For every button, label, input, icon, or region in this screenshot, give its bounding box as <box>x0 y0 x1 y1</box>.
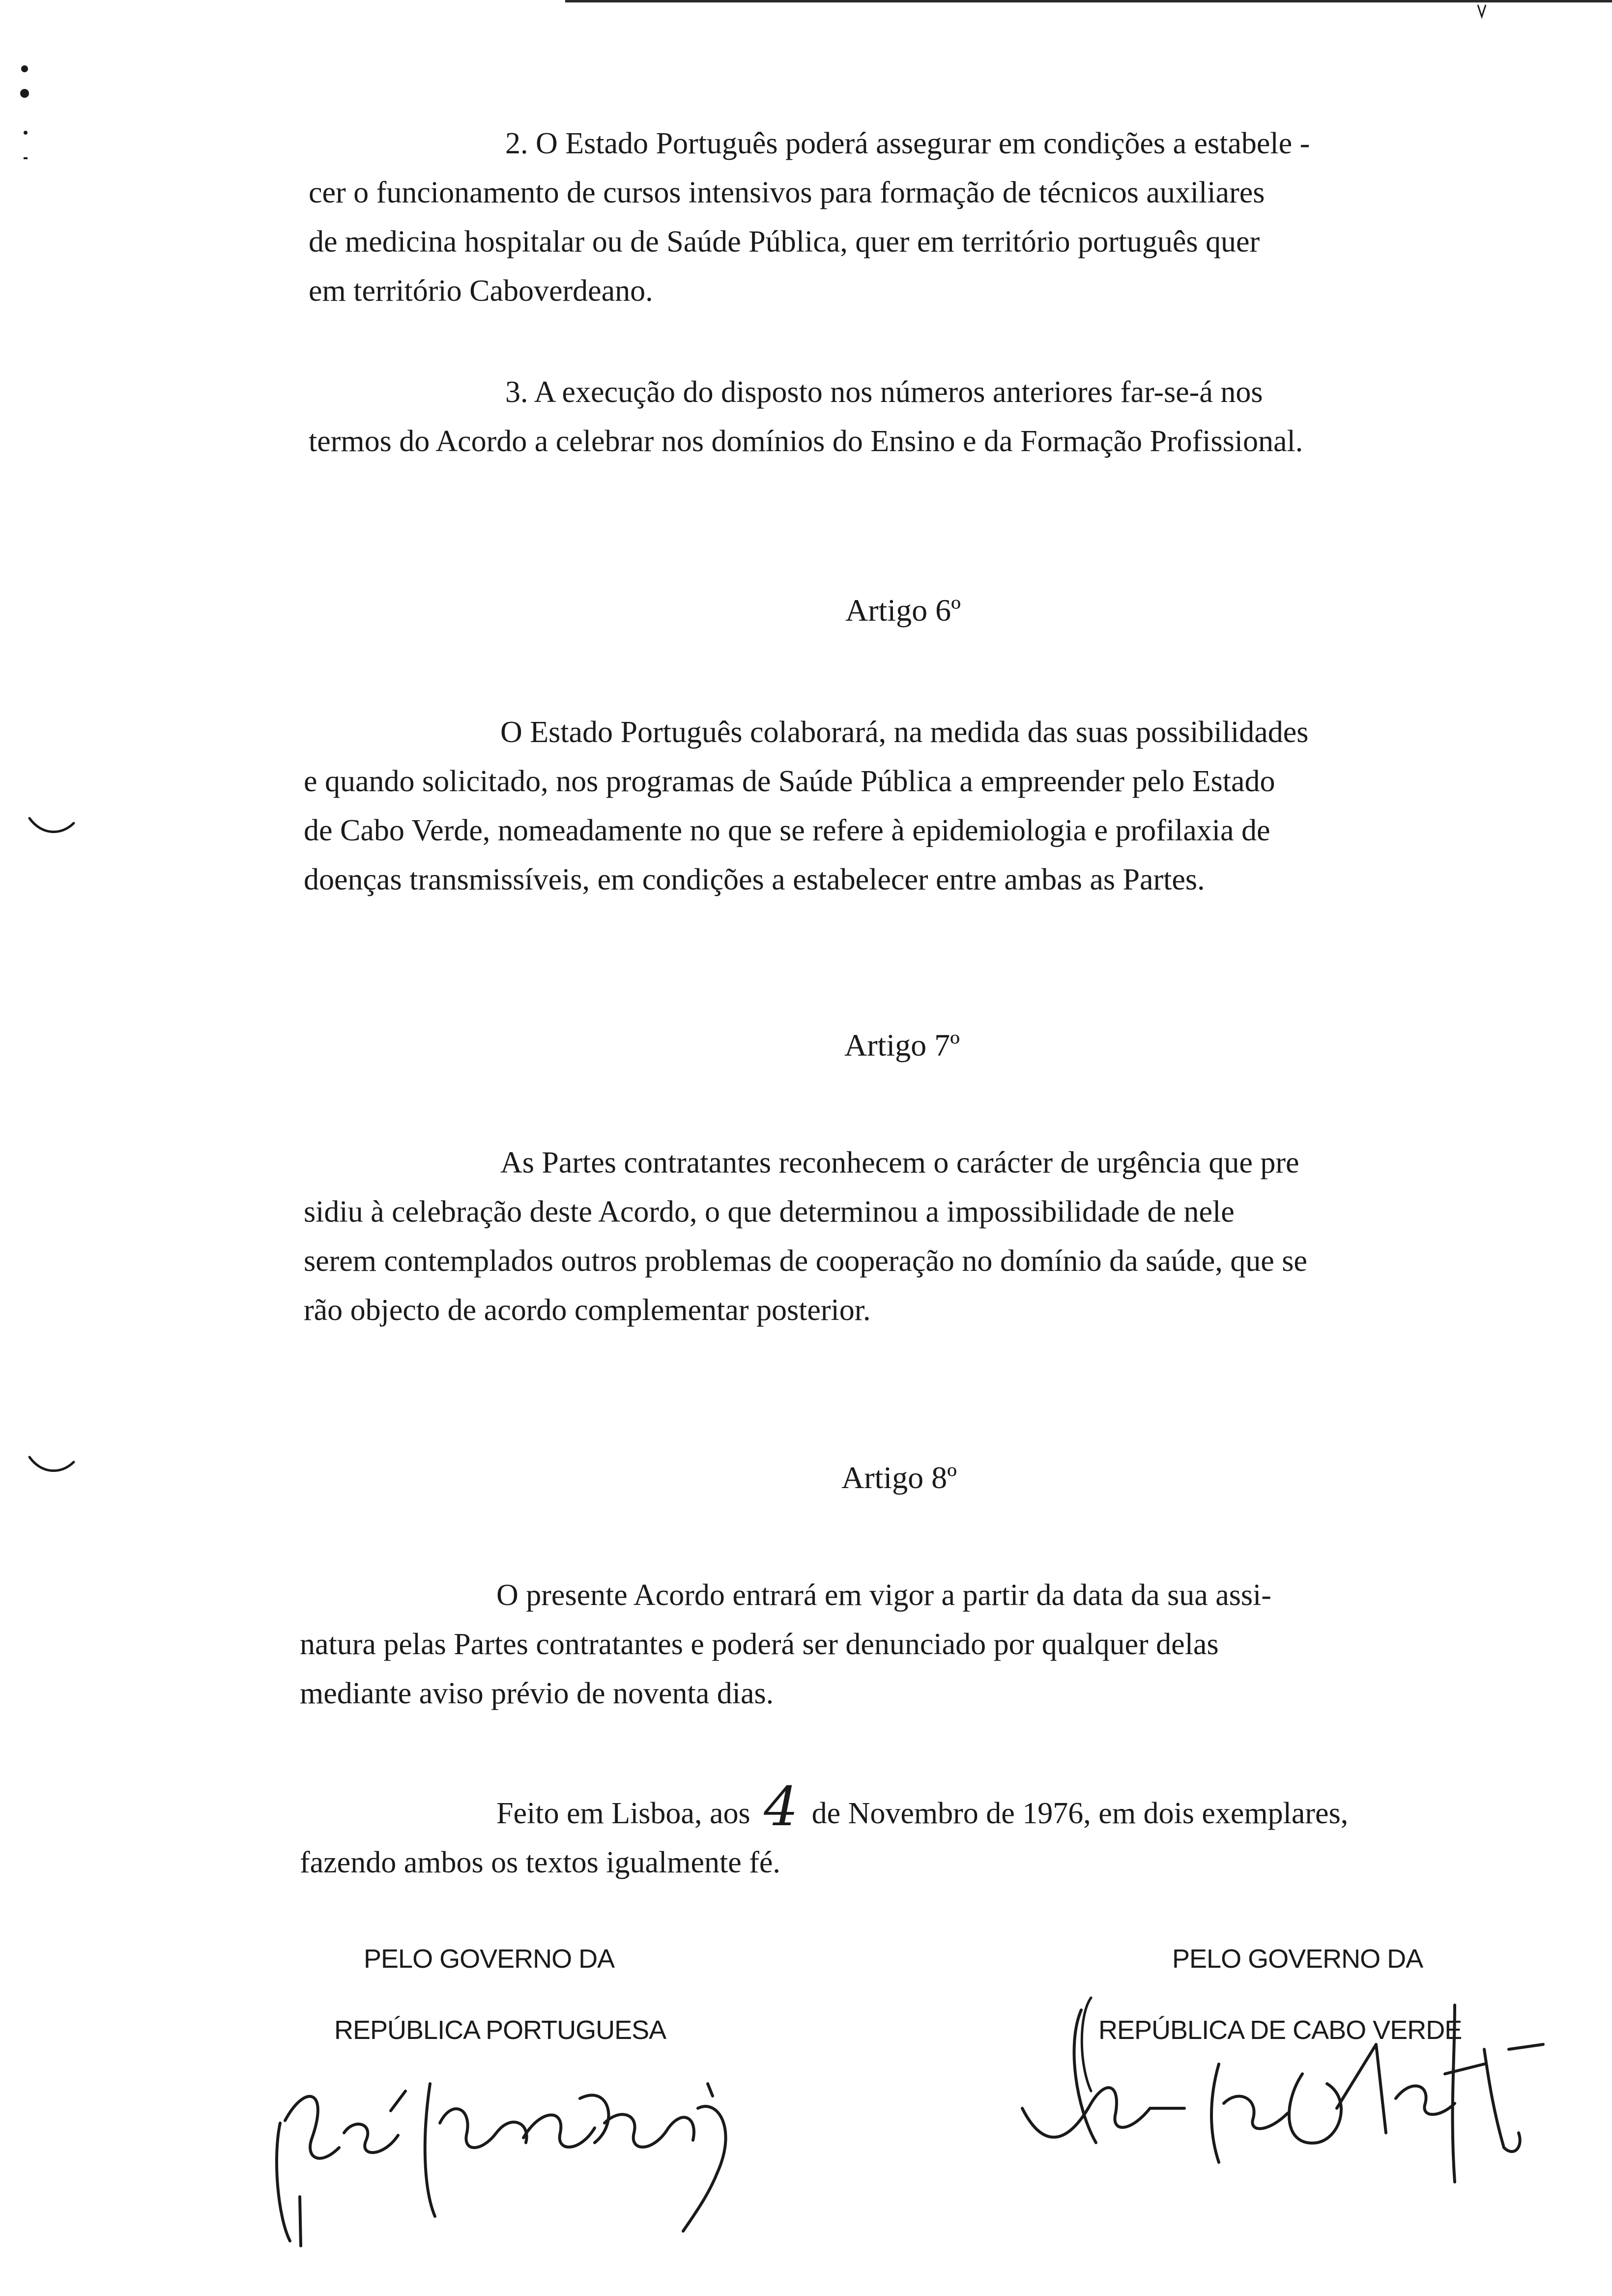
margin-punch-mark-upper <box>27 816 76 840</box>
cabo-verde-signatory-line2: REPÚBLICA DE CABO VERDE <box>1098 2015 1462 2045</box>
margin-punch-mark-lower <box>27 1455 76 1479</box>
cabo-verde-signature <box>1022 1985 1543 2192</box>
paragraph-line: O Estado Português colaborará, na medida das suas possibilidades <box>500 716 1309 749</box>
handwritten-day: 4 <box>764 1775 799 1838</box>
closing-line-2: fazendo ambos os textos igualmente fé. <box>300 1846 780 1879</box>
paragraph-line: serem contemplados outros problemas de cooperação no domínio da saúde, que se <box>304 1244 1307 1278</box>
paragraph-3 <box>309 368 1567 466</box>
paragraph-line: rão objecto de acordo complementar posterior. <box>304 1293 871 1327</box>
paragraph-line: 2. O Estado Português poderá assegurar em condições a estabele - <box>505 127 1310 160</box>
paragraph-line: O presente Acordo entrará em vigor a partir da data da sua assi- <box>496 1578 1271 1612</box>
bracket-mark-cabo-verde <box>1074 1995 1094 2094</box>
paragraph-line: natura pelas Partes contratantes e poderá ser denunciado por qualquer delas <box>300 1628 1219 1661</box>
article-7-body <box>304 1138 1567 1335</box>
paragraph-line: cer o funcionamento de cursos intensivos para formação de técnicos auxiliares <box>309 176 1265 209</box>
paragraph-line: sidiu à celebração deste Acordo, o que determinou a impossibilidade de nele <box>304 1195 1235 1229</box>
paragraph-line: mediante aviso prévio de noventa dias. <box>300 1677 774 1710</box>
paragraph-line: e quando solicitado, nos programas de Saúde Pública a empreender pelo Estado <box>304 765 1275 798</box>
closing-text-before-day: Feito em Lisboa, aos <box>496 1797 750 1830</box>
portugal-signatory-line1: PELO GOVERNO DA <box>364 1944 615 1974</box>
portugal-signatory-line2: REPÚBLICA PORTUGUESA <box>334 2015 666 2045</box>
closing-line-1 <box>300 1775 1567 1838</box>
portugal-signature <box>265 2010 757 2256</box>
article-8-heading: Artigo 8º <box>841 1460 957 1495</box>
margin-dots <box>15 59 34 172</box>
paragraph-line: de Cabo Verde, nomeadamente no que se refere à epidemiologia e profilaxia de <box>304 814 1270 847</box>
page-corner-tick <box>1477 4 1487 19</box>
article-8-body <box>300 1571 1567 1718</box>
closing-paragraph <box>300 1775 1567 1887</box>
article-6-heading: Artigo 6º <box>845 593 961 628</box>
paragraph-line: termos do Acordo a celebrar nos domínios do Ensino e da Formação Profissional. <box>309 425 1303 458</box>
paragraph-line: doenças transmissíveis, em condições a estabelecer entre ambas as Partes. <box>304 863 1205 896</box>
cabo-verde-signatory-line1: PELO GOVERNO DA <box>1172 1944 1423 1974</box>
article-7-heading: Artigo 7º <box>844 1028 960 1062</box>
closing-text-after-day: de Novembro de 1976, em dois exemplares, <box>811 1797 1349 1830</box>
paragraph-line: em território Caboverdeano. <box>309 274 653 308</box>
article-6-body <box>304 708 1567 904</box>
paragraph-2 <box>309 119 1567 316</box>
top-rule <box>565 0 1612 2</box>
paragraph-line: 3. A execução do disposto nos números anteriores far-se-á nos <box>505 375 1263 409</box>
paragraph-line: de medicina hospitalar ou de Saúde Pública, quer em território português quer <box>309 225 1260 258</box>
paragraph-line: As Partes contratantes reconhecem o carácter de urgência que pre <box>500 1146 1299 1179</box>
